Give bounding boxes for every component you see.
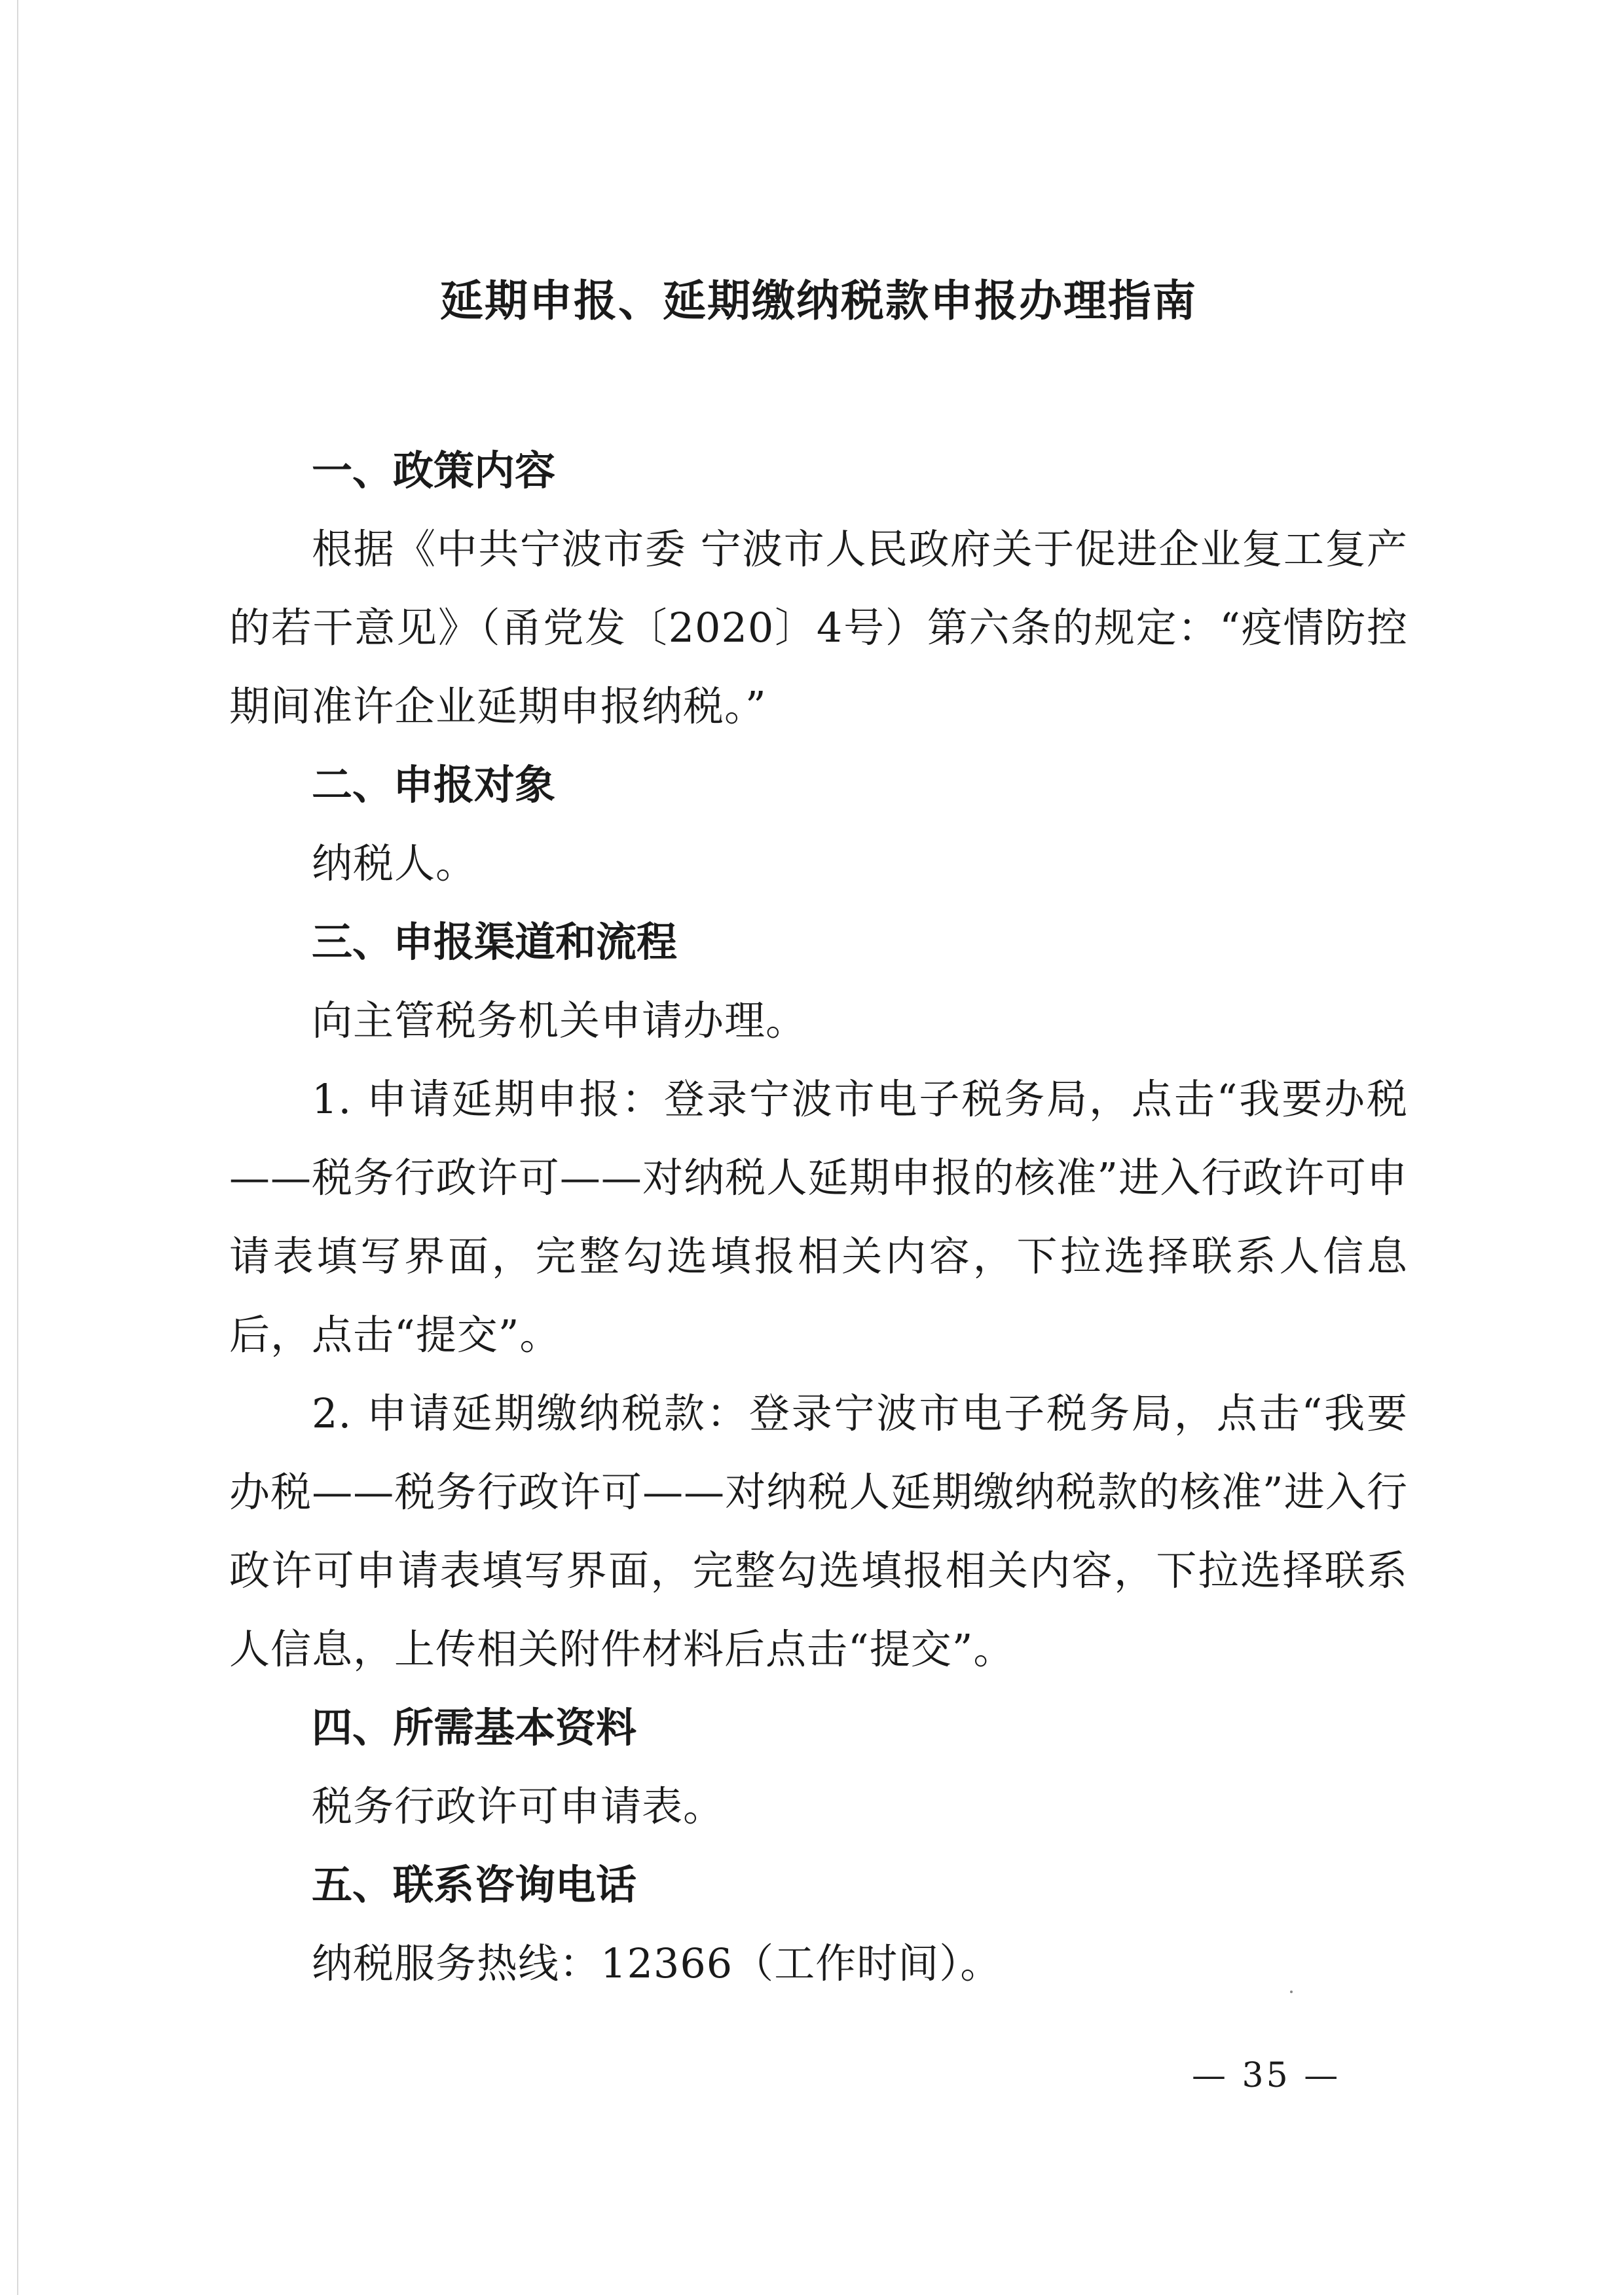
paragraph: 2. 申请延期缴纳税款：登录宁波市电子税务局，点击“我要办税——税务行政许可——对纳税人延期缴纳税款的核准”进入行政许可申请表填写界面，完整勾选填报相关内容，下拉选择联系人信息，上传相关附件材料后点击“提交”。 [229, 1389, 1408, 1674]
paragraph: 根据《中共宁波市委 宁波市人民政府关于促进企业复工复产的若干意见》（甬党发〔2020〕4号）第六条的规定：“疫情防控期间准许企业延期申报纳税。” [229, 525, 1408, 731]
page-number: — 35 — [1192, 2056, 1341, 2095]
section-heading: 四、所需基本资料 [312, 1704, 637, 1752]
section-heading: 二、申报对象 [312, 761, 556, 809]
paragraph: 税务行政许可申请表。 [312, 1782, 725, 1831]
scan-speck [1290, 1991, 1293, 1993]
section-channels [229, 903, 1408, 1689]
paragraph: 1. 申请延期申报：登录宁波市电子税务局，点击“我要办税——税务行政许可——对纳税人延期申报的核准”进入行政许可申请表填写界面，完整勾选填报相关内容，下拉选择联系人信息后，点击“提交”。 [229, 1075, 1408, 1359]
section-materials [229, 1689, 1408, 1846]
paragraph: 向主管税务机关申请办理。 [312, 997, 807, 1045]
document-title: 延期申报、延期缴纳税款申报办理指南 [440, 276, 1197, 326]
scan-edge-line [17, 0, 18, 2295]
paragraph: 纳税服务热线：12366（工作时间）。 [312, 1939, 1002, 1988]
section-heading: 五、联系咨询电话 [312, 1861, 637, 1909]
section-heading: 三、申报渠道和流程 [312, 918, 678, 966]
paragraph: 纳税人。 [312, 839, 477, 888]
section-applicants [229, 746, 1408, 903]
document-page [229, 275, 1408, 2003]
section-heading: 一、政策内容 [312, 447, 556, 495]
section-policy [229, 431, 1408, 746]
section-contact [229, 1846, 1408, 2003]
